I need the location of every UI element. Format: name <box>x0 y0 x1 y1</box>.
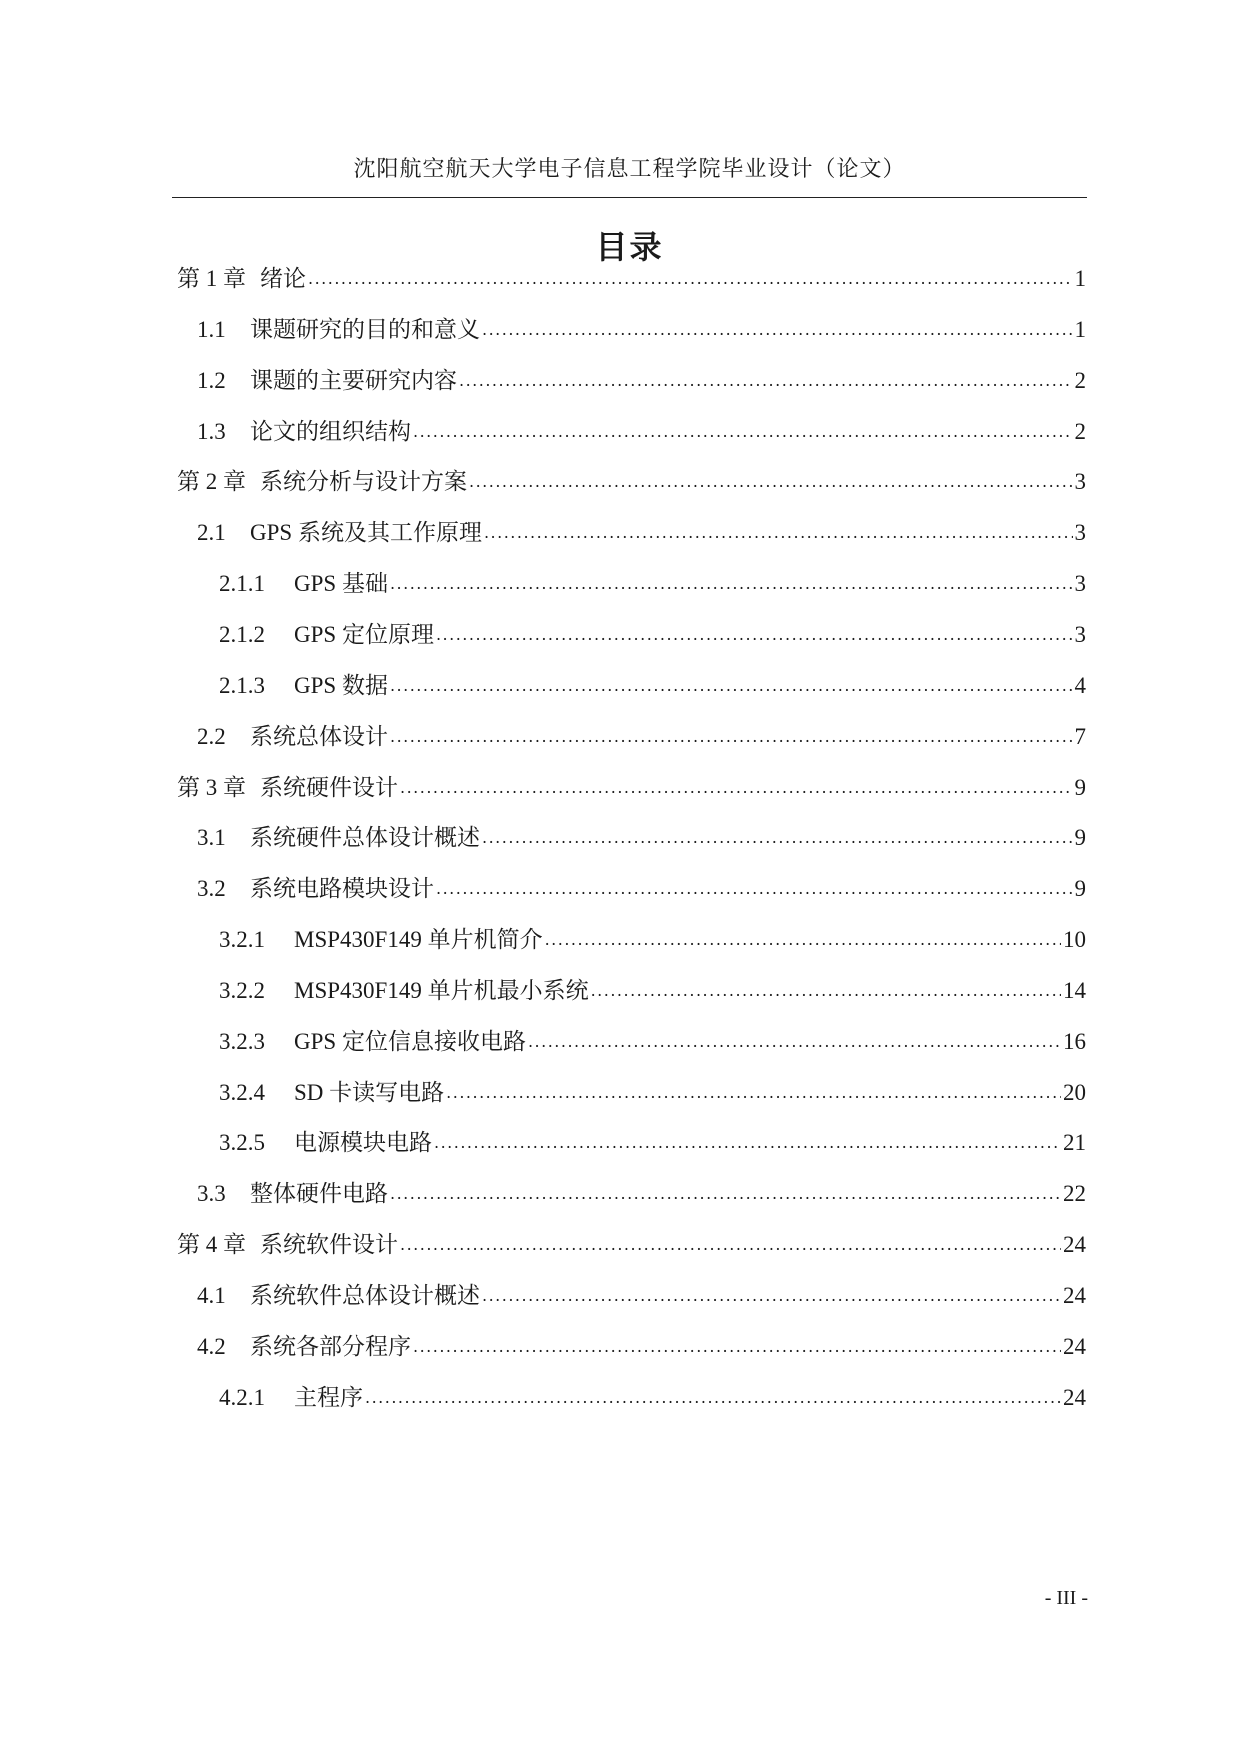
toc-entry-page: 9 <box>1074 825 1086 851</box>
toc-entry-number: 4.2.1 <box>219 1384 265 1410</box>
toc-dot-leader <box>413 1329 1061 1364</box>
toc-dot-leader <box>390 566 1073 601</box>
toc-entry[interactable] <box>219 1381 1086 1415</box>
toc-entry-number: 3.2 <box>197 876 226 902</box>
toc-entry-label: GPS 定位信息接收电路 <box>294 1028 526 1054</box>
toc-entry-label: 论文的组织结构 <box>250 418 411 444</box>
toc-entry-label: GPS 系统及其工作原理 <box>250 520 482 546</box>
toc-entry[interactable] <box>197 1177 1086 1211</box>
toc-entry-number: 1.2 <box>197 367 226 393</box>
toc-entry-number: 第 3 章 <box>177 774 246 800</box>
toc-title: 目录 <box>595 228 664 266</box>
toc-entry-label: 系统分析与设计方案 <box>260 469 467 495</box>
toc-dot-leader <box>308 261 1073 296</box>
toc-dot-leader <box>413 414 1073 449</box>
toc-entry-label: 系统软件设计 <box>260 1232 398 1258</box>
toc-entry-page: 24 <box>1063 1384 1086 1410</box>
toc-entry-page: 24 <box>1063 1333 1086 1359</box>
toc-entry-number: 2.1.2 <box>219 621 265 647</box>
toc-entry-number: 2.2 <box>197 723 226 749</box>
toc-entry-page: 24 <box>1063 1283 1086 1308</box>
toc-entry-label: GPS 定位原理 <box>294 621 434 647</box>
toc-entry-number: 4.2 <box>197 1333 226 1359</box>
toc-entry[interactable] <box>219 1025 1086 1059</box>
toc-dot-leader <box>545 922 1061 957</box>
toc-entry-label: MSP430F149 单片机简介 <box>294 927 543 953</box>
toc-entry-number: 2.1.3 <box>219 672 265 698</box>
toc-entry[interactable] <box>219 669 1086 703</box>
toc-entry[interactable] <box>197 1330 1086 1364</box>
toc-entry[interactable] <box>219 618 1086 652</box>
toc-entry[interactable] <box>219 1126 1086 1160</box>
toc-entry-page: 4 <box>1074 672 1086 698</box>
toc-entry-label: 绪论 <box>260 266 306 291</box>
toc-entry-page: 16 <box>1063 1028 1086 1054</box>
running-header: 沈阳航空航天大学电子信息工程学院毕业设计（论文） <box>353 157 906 182</box>
toc-entry[interactable] <box>197 516 1086 550</box>
toc-entry-page: 24 <box>1063 1232 1086 1258</box>
toc-entry-label: 整体硬件电路 <box>250 1181 388 1207</box>
toc-dot-leader <box>482 312 1073 347</box>
toc-entry-label: 系统各部分程序 <box>250 1333 411 1359</box>
toc-entry-number: 4.1 <box>197 1283 226 1308</box>
toc-entry-number: 3.3 <box>197 1181 226 1207</box>
toc-entry-label: 系统软件总体设计概述 <box>250 1283 480 1308</box>
toc-dot-leader <box>469 464 1073 499</box>
toc-entry-label: GPS 数据 <box>294 672 388 698</box>
toc-entry[interactable] <box>219 923 1086 957</box>
toc-entry-label: 系统硬件总体设计概述 <box>250 825 480 851</box>
toc-entry-label: SD 卡读写电路 <box>294 1079 445 1105</box>
toc-dot-leader <box>390 668 1073 703</box>
toc-entry-label: 系统电路模块设计 <box>250 876 434 902</box>
toc-entry-number: 1.1 <box>197 316 226 342</box>
page-number: - III - <box>1044 1587 1088 1609</box>
toc-entry-page: 20 <box>1063 1079 1086 1105</box>
toc-dot-leader <box>436 617 1073 652</box>
toc-dot-leader <box>434 1125 1061 1160</box>
toc-entry-page: 3 <box>1074 469 1086 495</box>
toc-entry-number: 第 4 章 <box>177 1232 246 1258</box>
toc-entry[interactable] <box>219 567 1086 601</box>
toc-entry-page: 7 <box>1074 723 1086 749</box>
toc-dot-leader <box>390 719 1073 754</box>
toc-entry[interactable] <box>197 821 1086 855</box>
toc-entry-number: 3.2.3 <box>219 1028 265 1054</box>
toc-dot-leader <box>436 871 1073 906</box>
toc-entry-page: 3 <box>1074 621 1086 647</box>
toc-entry-number: 3.2.4 <box>219 1079 265 1105</box>
toc-entry-page: 1 <box>1074 316 1086 342</box>
toc-dot-leader <box>365 1380 1061 1415</box>
toc-entry[interactable] <box>177 262 1086 296</box>
toc-entry-number: 3.2.5 <box>219 1130 265 1156</box>
toc-entry-number: 2.1.1 <box>219 571 265 597</box>
toc-entry-label: 课题研究的目的和意义 <box>250 316 480 342</box>
toc-entry-label: MSP430F149 单片机最小系统 <box>294 977 589 1003</box>
toc-entry[interactable] <box>197 1279 1086 1313</box>
toc-entry[interactable] <box>177 465 1086 499</box>
toc-dot-leader <box>482 820 1073 855</box>
toc-entry-page: 10 <box>1063 927 1086 953</box>
toc-entry-label: GPS 基础 <box>294 571 388 597</box>
toc-entry[interactable] <box>197 872 1086 906</box>
toc-dot-leader <box>400 1227 1061 1262</box>
toc-entry-number: 3.2.1 <box>219 927 265 953</box>
toc-entry-page: 2 <box>1074 367 1086 393</box>
toc-entry-number: 3.1 <box>197 825 226 851</box>
toc-dot-leader <box>446 1075 1061 1110</box>
toc-entry[interactable] <box>197 364 1086 398</box>
toc-entry-number: 第 1 章 <box>177 266 246 291</box>
toc-entry[interactable] <box>219 1076 1086 1110</box>
toc-entry-label: 主程序 <box>294 1384 363 1410</box>
toc-dot-leader <box>591 973 1061 1008</box>
toc-entry-label: 课题的主要研究内容 <box>250 367 457 393</box>
toc-dot-leader <box>484 515 1073 550</box>
toc-entry-page: 1 <box>1074 266 1086 291</box>
toc-entry-page: 9 <box>1074 774 1086 800</box>
toc-entry-page: 22 <box>1063 1181 1086 1207</box>
toc-dot-leader <box>528 1024 1061 1059</box>
toc-entry-page: 3 <box>1074 520 1086 546</box>
toc-entry-label: 系统总体设计 <box>250 723 388 749</box>
toc-entry[interactable] <box>197 720 1086 754</box>
toc-entry-number: 1.3 <box>197 418 226 444</box>
toc-entry-label: 电源模块电路 <box>294 1130 432 1156</box>
toc-entry-page: 21 <box>1063 1130 1086 1156</box>
header-rule <box>172 197 1087 198</box>
toc-dot-leader <box>390 1176 1061 1211</box>
toc-entry-page: 3 <box>1074 571 1086 597</box>
toc-entry[interactable] <box>197 313 1086 347</box>
toc-entry[interactable] <box>219 974 1086 1008</box>
toc-entry[interactable] <box>197 415 1086 449</box>
toc-entry-label: 系统硬件设计 <box>260 774 398 800</box>
toc-entry-page: 9 <box>1074 876 1086 902</box>
toc-entry-page: 14 <box>1063 977 1086 1003</box>
toc-entry-number: 3.2.2 <box>219 977 265 1003</box>
toc-entry-number: 第 2 章 <box>177 469 246 495</box>
toc-entry-page: 2 <box>1074 418 1086 444</box>
toc-entry[interactable] <box>177 1228 1086 1262</box>
toc-dot-leader <box>482 1278 1061 1313</box>
toc-dot-leader <box>459 363 1073 398</box>
toc-entry[interactable] <box>177 771 1086 805</box>
toc-entry-number: 2.1 <box>197 520 226 546</box>
toc-dot-leader <box>400 770 1073 805</box>
